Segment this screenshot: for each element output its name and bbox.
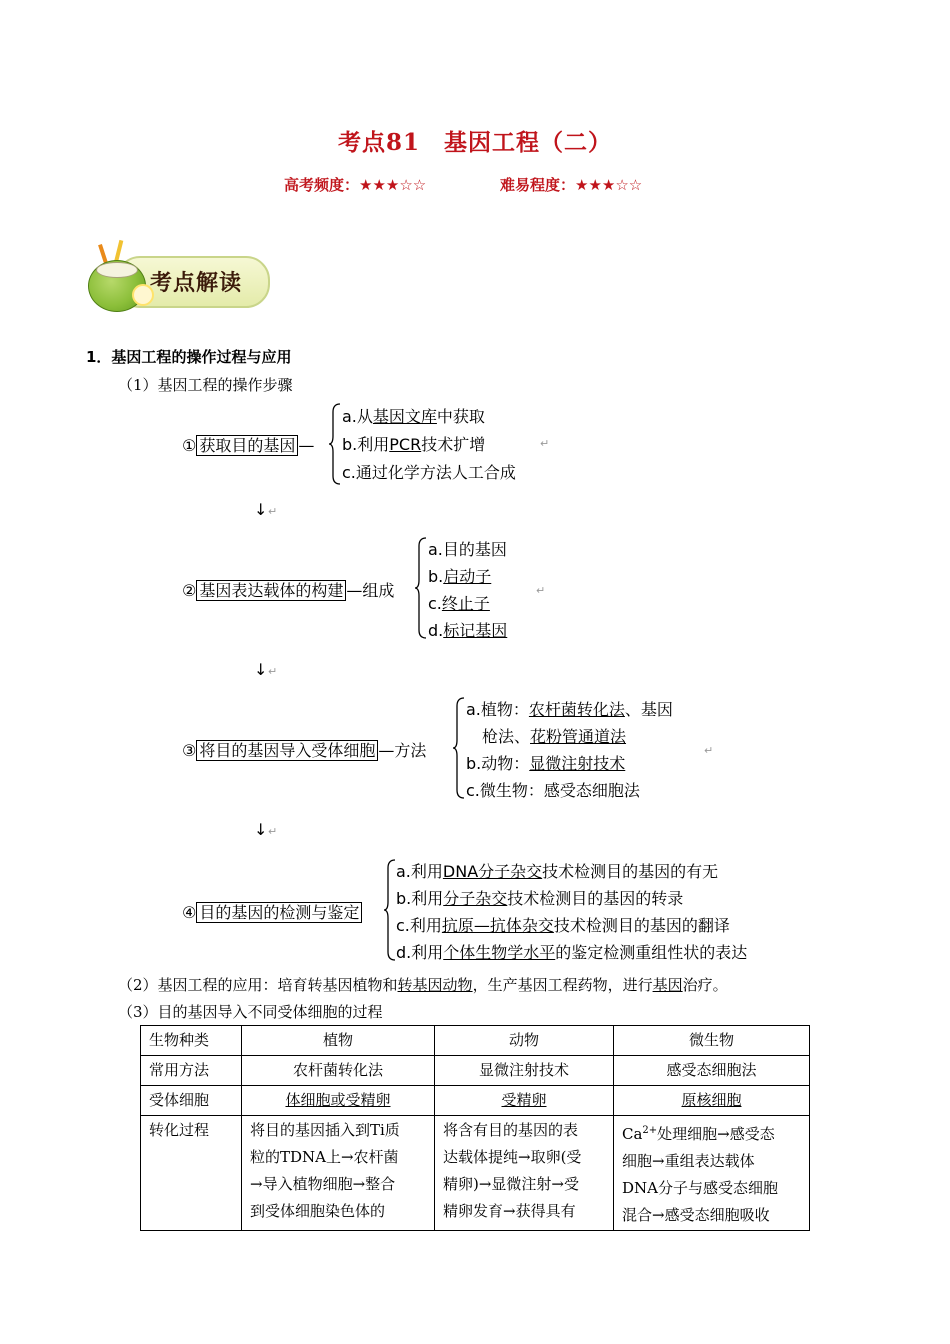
table-row [141, 1086, 810, 1116]
step1-item-a: a.从基因文库中获取 [342, 407, 485, 426]
paragraph-mark: ↵ [704, 744, 714, 757]
step1-item-b: b.利用PCR技术扩增 [342, 435, 486, 454]
table-cell: 农杆菌转化法 [242, 1056, 435, 1086]
step2-box: 基因表达载体的构建 [196, 580, 346, 601]
paragraph-mark: ↵ [268, 665, 278, 678]
table-row [141, 1116, 810, 1231]
subheading-steps: （1）基因工程的操作步骤 [118, 376, 293, 394]
step3-number: ③ [182, 741, 197, 760]
step1-number: ① [182, 436, 197, 455]
table-row [141, 1056, 810, 1086]
table-row [141, 1026, 810, 1056]
frequency-stars: ★★★☆☆ [359, 176, 427, 194]
frequency-rating [284, 174, 426, 195]
difficulty-stars: ★★★☆☆ [575, 176, 643, 194]
table-cell: 转化过程 [141, 1116, 242, 1231]
down-arrow-icon: ↓ [254, 820, 268, 839]
step3-item-a: a.植物：农杆菌转化法、基因 [466, 700, 673, 719]
receptor-cell-table [140, 1025, 810, 1231]
difficulty-rating [500, 174, 642, 195]
table-cell: 体细胞或受精卵 [242, 1086, 435, 1116]
step4-number: ④ [182, 903, 197, 922]
paragraph-mark: ↵ [268, 825, 278, 838]
step1-item-c: c.通过化学方法人工合成 [342, 463, 516, 482]
down-arrow-icon: ↓ [254, 500, 268, 519]
step3-item-c: c.微生物：感受态细胞法 [466, 781, 640, 800]
table-cell: 原核细胞 [614, 1086, 810, 1116]
step3-brace [452, 696, 466, 800]
step3-node [182, 738, 426, 761]
coconut-top-icon [96, 262, 138, 278]
table-cell: $Ca^{2+}$处理细胞→感受态 细胞→重组表达载体 DNA分子与感受态细胞 混合→感受态细胞吸收 [614, 1116, 810, 1231]
table-cell: 微生物 [614, 1026, 810, 1056]
table-cell: 生物种类 [141, 1026, 242, 1056]
step4-node [182, 900, 362, 923]
step2-node [182, 578, 394, 601]
table-cell: 感受态细胞法 [614, 1056, 810, 1086]
down-arrow-icon: ↓ [254, 660, 268, 679]
step4-box: 目的基因的检测与鉴定 [196, 902, 362, 923]
applications-text: （2）基因工程的应用：培育转基因植物和转基因动物，生产基因工程药物，进行基因治疗。 [118, 976, 728, 994]
section-banner [86, 240, 268, 316]
step1-node [182, 433, 314, 456]
paragraph-mark: ↵ [536, 584, 546, 597]
step2-item-c: c.终止子 [428, 594, 490, 613]
step2-item-d: d.标记基因 [428, 621, 508, 640]
table-cell: 动物 [435, 1026, 614, 1056]
table-cell: 受体细胞 [141, 1086, 242, 1116]
table-cell: 将含有目的基因的表 达载体提纯→取卵(受 精卵)→显微注射→受 精卵发育→获得具有 [435, 1116, 614, 1231]
step2-item-b: b.启动子 [428, 567, 492, 586]
frequency-label: 高考频度： [284, 176, 360, 194]
step4-item-d: d.利用个体生物学水平的鉴定检测重组性状的表达 [396, 943, 748, 962]
step1-dash: — [298, 436, 315, 455]
table-cell: 受精卵 [435, 1086, 614, 1116]
section-heading: 1．基因工程的操作过程与应用 [86, 348, 292, 366]
step1-box: 获取目的基因 [196, 435, 298, 456]
step3-connector: —方法 [378, 741, 427, 760]
step2-connector: —组成 [346, 581, 395, 600]
difficulty-label: 难易程度： [500, 176, 576, 194]
paragraph-mark: ↵ [268, 505, 278, 518]
step4-item-c: c.利用抗原—抗体杂交技术检测目的基因的翻译 [396, 916, 730, 935]
table-cell: 将目的基因插入到Ti质 粒的TDNA上→农杆菌 →导入植物细胞→整合 到受体细胞染色体的 [242, 1116, 435, 1231]
step4-item-b: b.利用分子杂交技术检测目的基因的转录 [396, 889, 684, 908]
step2-item-a: a.目的基因 [428, 540, 507, 559]
step3-item-b: b.动物：显微注射技术 [466, 754, 626, 773]
step4-brace [383, 858, 397, 962]
banner-title: 考点解读 [150, 270, 243, 296]
page-title: 考点81 基因工程（二） [337, 129, 612, 156]
step1-brace [328, 402, 342, 486]
paragraph-mark: ↵ [540, 437, 550, 450]
step3-item-a-cont: 枪法、花粉管通道法 [482, 727, 627, 746]
step2-brace [414, 536, 428, 640]
table-cell: 植物 [242, 1026, 435, 1056]
step4-item-a: a.利用DNA分子杂交技术检测目的基因的有无 [396, 862, 719, 881]
table-cell: 常用方法 [141, 1056, 242, 1086]
step3-box: 将目的基因导入受体细胞 [196, 740, 378, 761]
step2-number: ② [182, 581, 197, 600]
table-cell: 显微注射技术 [435, 1056, 614, 1086]
subheading-table: （3）目的基因导入不同受体细胞的过程 [118, 1003, 383, 1021]
